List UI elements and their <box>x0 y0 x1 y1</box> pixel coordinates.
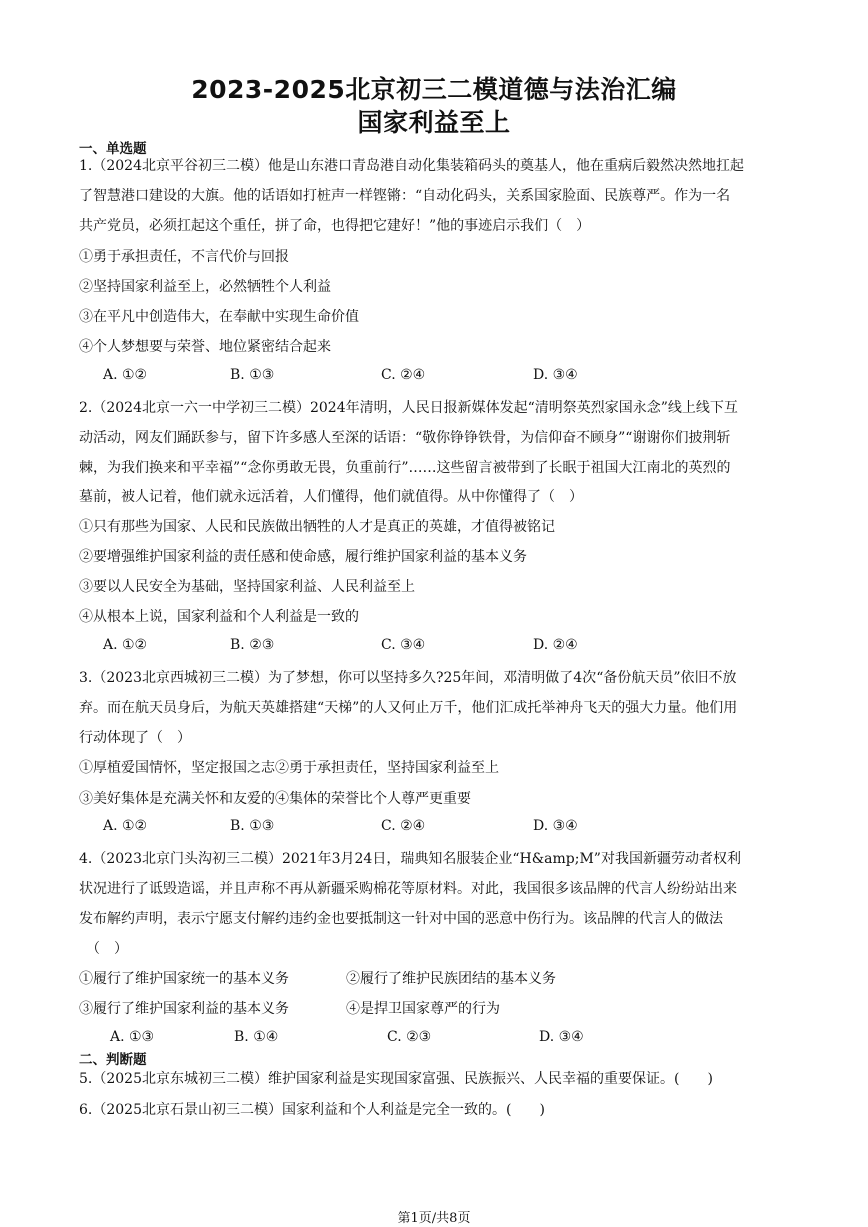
question-3-line: 弃。而在航天员身后，为航天英雄搭建“天梯”的人又何止万千，他们汇成托举神舟飞天的强大力量。他们用 <box>79 700 738 716</box>
question-4-line: 发布解约声明，表示宁愿支付解约违约金也要抵制这一针对中国的恶意中伤行为。该品牌的代言人的做法 <box>79 911 723 927</box>
question-4-statement: ③履行了维护国家利益的基本义务 <box>79 1001 289 1017</box>
question-3-option-b: B. ①③ <box>230 818 275 834</box>
question-3-line: 行动体现了（ ） <box>79 730 191 746</box>
question-1-option-a: A. ①② <box>103 367 148 383</box>
document-subtitle: 国家利益至上 <box>357 108 511 137</box>
question-4-line: （ ） <box>86 941 128 957</box>
question-4-option-c: C. ②③ <box>387 1029 432 1045</box>
question-3-option-a: A. ①② <box>103 818 148 834</box>
question-4-option-b: B. ①④ <box>234 1029 279 1045</box>
question-2-statement: ④从根本上说，国家利益和个人利益是一致的 <box>79 609 359 625</box>
question-1-line: 1.（2024北京平谷初三二模）他是山东港口青岛港自动化集装箱码头的奠基人，他在重病后毅然决然地扛起 <box>79 158 744 174</box>
question-4-statement: ①履行了维护国家统一的基本义务 <box>79 971 289 987</box>
question-1-option-d: D. ③④ <box>533 367 578 383</box>
question-1-statement: ①勇于承担责任，不言代价与回报 <box>79 249 289 265</box>
question-1-option-b: B. ①③ <box>230 367 275 383</box>
question-2-line: 棘，为我们换来和平幸福”“念你勇敢无畏，负重前行”……这些留言被带到了长眠于祖国大江南北的英烈的 <box>79 460 731 476</box>
question-2-line: 墓前，被人记着，他们就永远活着，人们懂得，他们就值得。从中你懂得了（ ） <box>79 489 583 505</box>
question-2-line: 动活动，网友们踊跃参与，留下许多感人至深的话语：“敬你铮铮铁骨，为信仰奋不顾身”“谢谢你们披荆斩 <box>79 430 731 446</box>
question-3-statement: ①厚植爱国情怀，坚定报国之志②勇于承担责任，坚持国家利益至上 <box>79 760 499 776</box>
question-3-line: 3.（2023北京西城初三二模）为了梦想，你可以坚持多久?25年间，邓清明做了4次“备份航天员”依旧不放 <box>79 670 737 686</box>
question-1-option-c: C. ②④ <box>381 367 426 383</box>
question-4-option-a: A. ①③ <box>110 1029 155 1045</box>
question-2-option-d: D. ②④ <box>533 637 578 653</box>
question-2-statement: ③要以人民安全为基础，坚持国家利益、人民利益至上 <box>79 579 415 595</box>
question-4-line: 4.（2023北京门头沟初三二模）2021年3月24日，瑞典知名服装企业“H&amp;M”对我国新疆劳动者权利 <box>79 851 741 867</box>
question-3-option-c: C. ②④ <box>381 818 426 834</box>
question-1-statement: ④个人梦想要与荣誉、地位紧密结合起来 <box>79 339 331 355</box>
section-heading-true-false: 二、判断题 <box>79 1052 147 1068</box>
question-4-line: 状况进行了诋毁造谣，并且声称不再从新疆采购棉花等原材料。对此，我国很多该品牌的代言人纷纷站出来 <box>79 881 737 897</box>
question-4-statement: ④是捍卫国家尊严的行为 <box>346 1001 500 1017</box>
section-heading-single-choice: 一、单选题 <box>79 141 147 157</box>
question-1-line: 了智慧港口建设的大旗。他的话语如打桩声一样铿锵：“自动化码头，关系国家脸面、民族尊严。作为一名 <box>79 188 731 204</box>
question-2-option-c: C. ③④ <box>381 637 426 653</box>
question-4-statement: ②履行了维护民族团结的基本义务 <box>346 971 556 987</box>
question-5-line: 5.（2025北京东城初三二模）维护国家利益是实现国家富强、民族振兴、人民幸福的重要保证。( ) <box>79 1071 713 1087</box>
question-1-statement: ③在平凡中创造伟大，在奉献中实现生命价值 <box>79 309 359 325</box>
document-title: 2023-2025北京初三二模道德与法治汇编 <box>191 75 677 104</box>
question-1-statement: ②坚持国家利益至上，必然牺牲个人利益 <box>79 279 331 295</box>
question-4-option-d: D. ③④ <box>539 1029 584 1045</box>
question-3-statement: ③美好集体是充满关怀和友爱的④集体的荣誉比个人尊严更重要 <box>79 791 471 807</box>
question-2-statement: ①只有那些为国家、人民和民族做出牺牲的人才是真正的英雄，才值得被铭记 <box>79 519 555 535</box>
question-2-option-a: A. ①② <box>103 637 148 653</box>
page-number-footer: 第1页/共8页 <box>397 1211 471 1226</box>
question-2-line: 2.（2024北京一六一中学初三二模）2024年清明，人民日报新媒体发起“清明祭英烈家国永念”线上线下互 <box>79 400 738 416</box>
question-3-option-d: D. ③④ <box>533 818 578 834</box>
question-2-statement: ②要增强维护国家利益的责任感和使命感，履行维护国家利益的基本义务 <box>79 549 527 565</box>
question-6-line: 6.（2025北京石景山初三二模）国家利益和个人利益是完全一致的。( ) <box>79 1102 545 1118</box>
question-1-line: 共产党员，必须扛起这个重任，拼了命，也得把它建好！”他的事迹启示我们（ ） <box>79 218 591 234</box>
question-2-option-b: B. ②③ <box>230 637 275 653</box>
